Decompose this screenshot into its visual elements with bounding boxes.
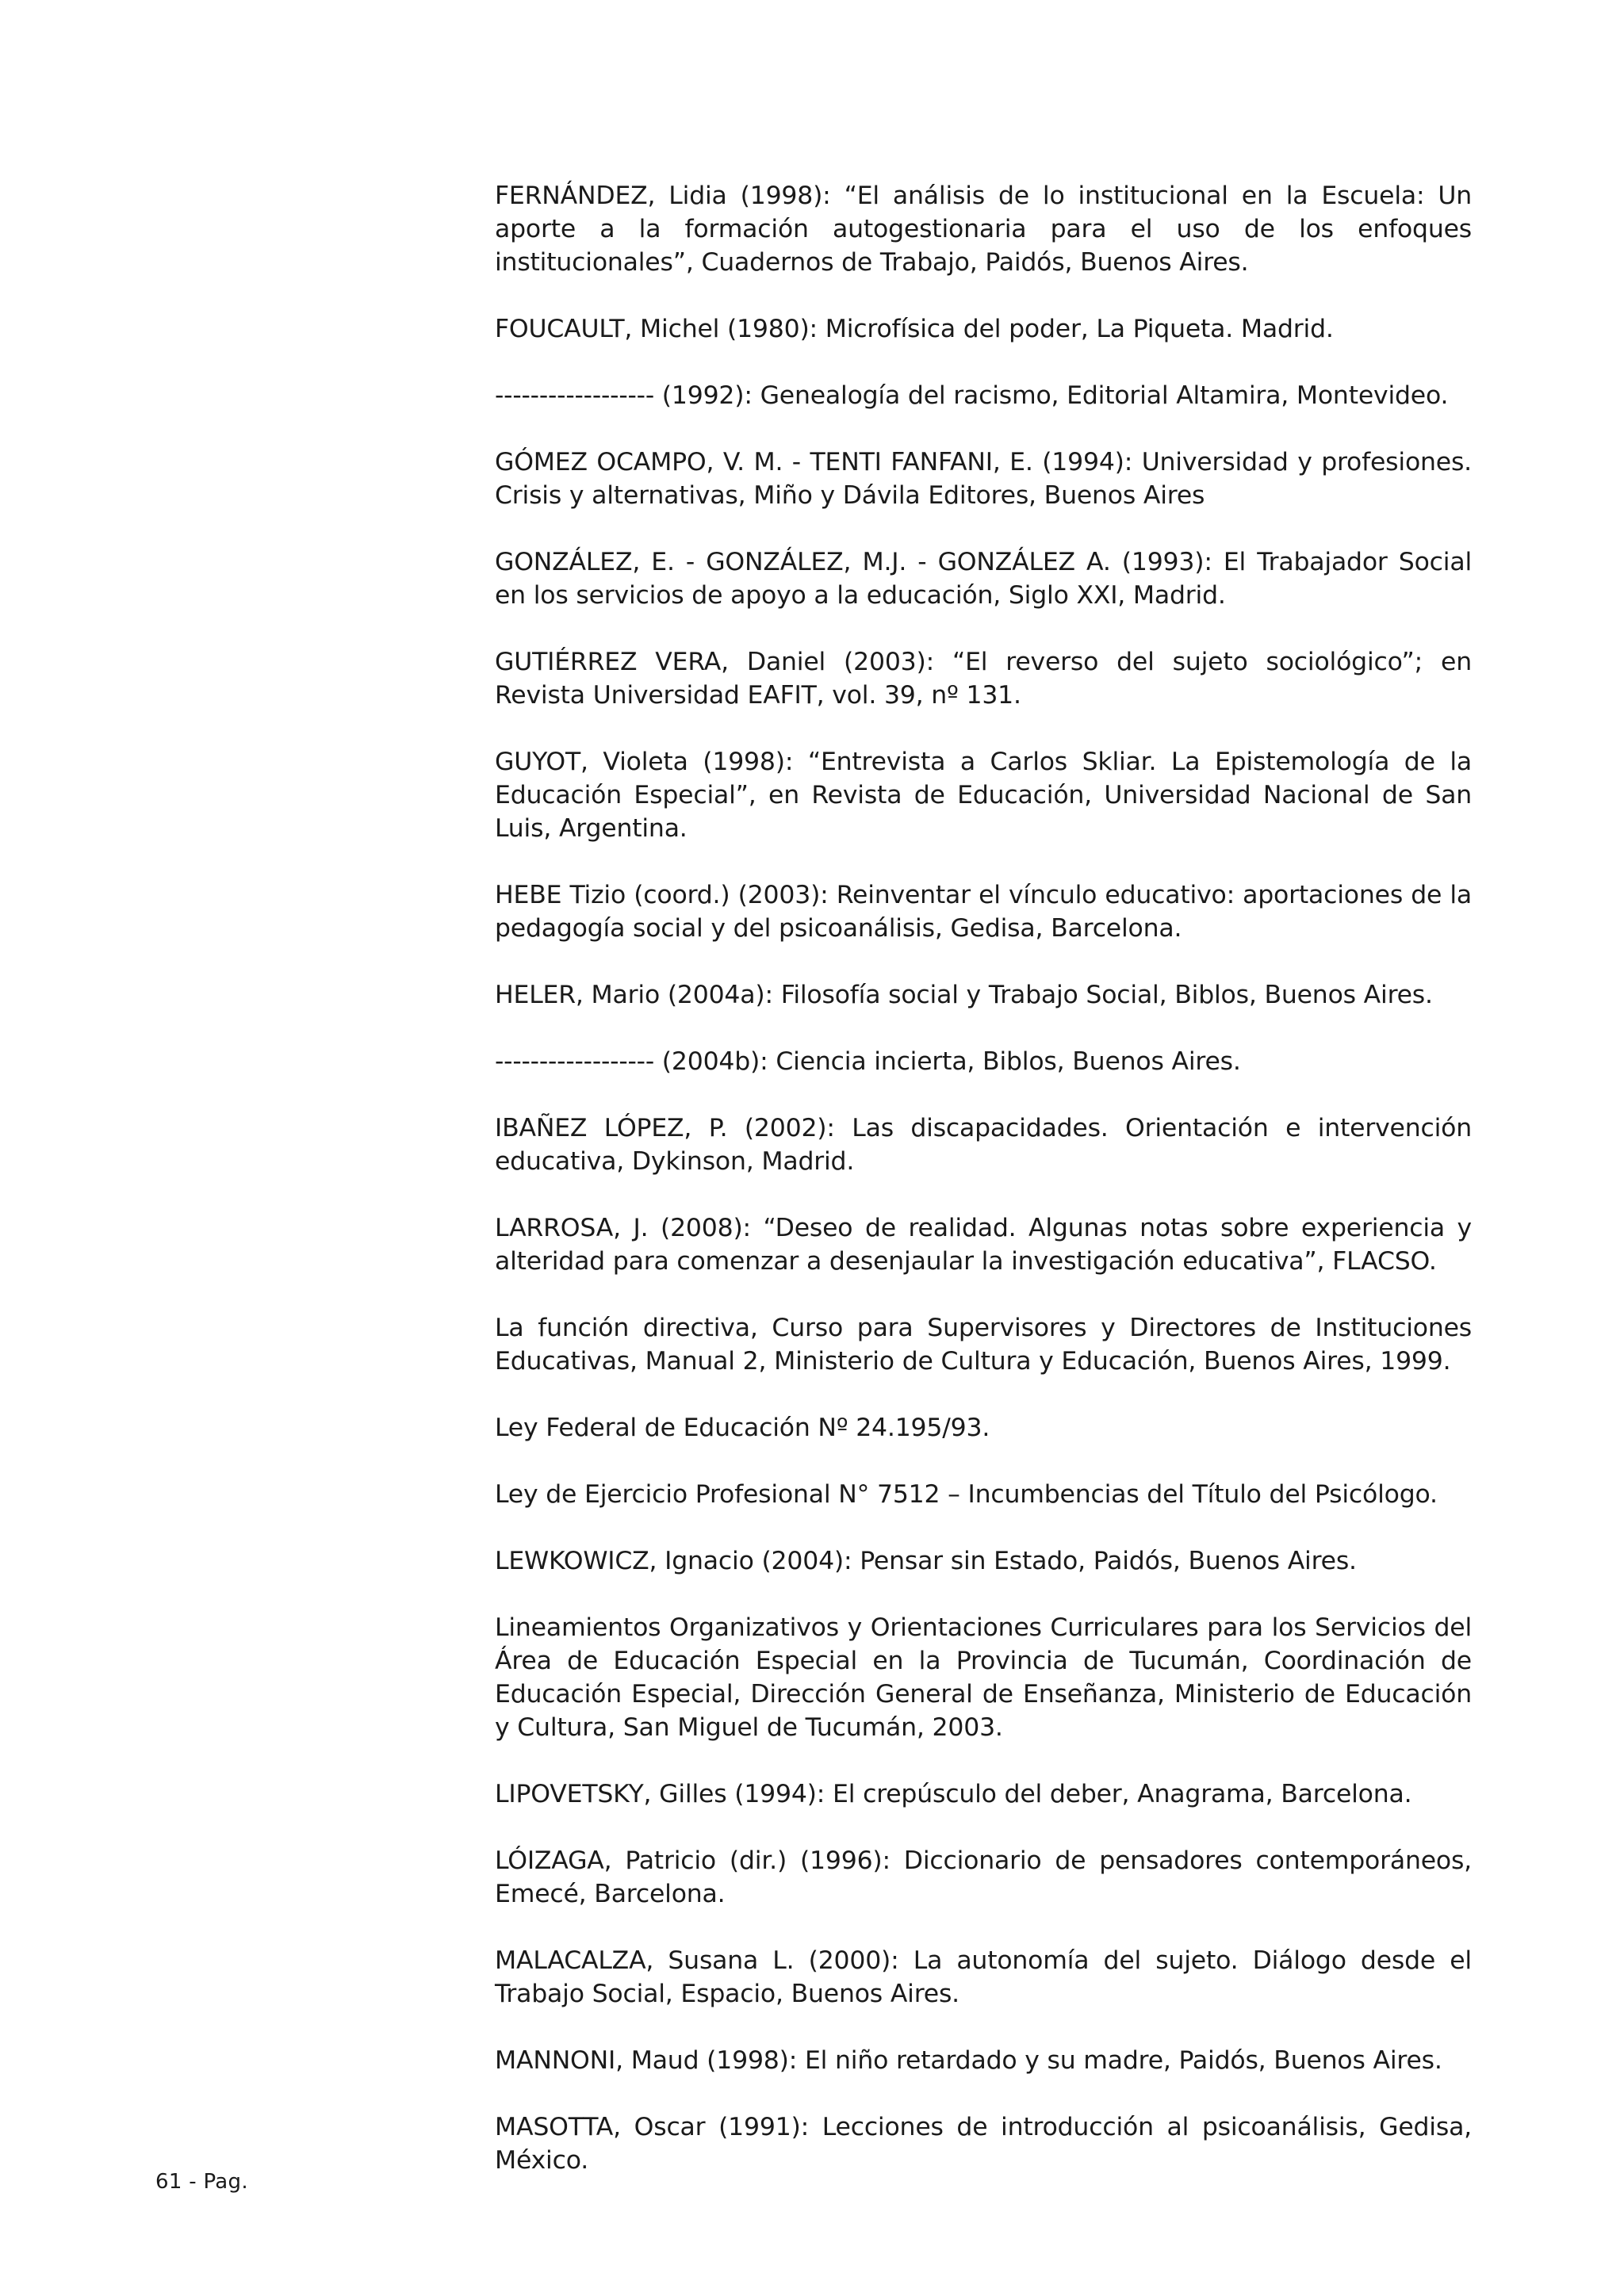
bibliography-entry: Ley Federal de Educación Nº 24.195/93.: [495, 1414, 990, 1442]
bibliography-entry: ------------------ (1992): Genealogía del racismo, Editorial Altamira, Montevideo.: [495, 381, 1449, 410]
bibliography-entry: IBAÑEZ LÓPEZ, P. (2002): Las discapacidades. Orientación e intervención educativa, Dykinson, Madrid.: [495, 1114, 1472, 1176]
bibliography-entry: GÓMEZ OCAMPO, V. M. - TENTI FANFANI, E. (1994): Universidad y profesiones. Crisis y alternativas, Miño y Dávila Editores, Buenos Aires: [495, 448, 1472, 510]
bibliography-entry: Lineamientos Organizativos y Orientaciones Curriculares para los Servicios del Área de Educación Especial en la Provincia de Tucumán, Coordinación de Educación Especial, Dirección General de Enseñanza, Ministerio de Educación y Cultura, San Miguel de Tucumán, 2003.: [495, 1613, 1472, 1742]
bibliography-entry: LARROSA, J. (2008): “Deseo de realidad. Algunas notas sobre experiencia y alteridad para comenzar a desenjaular la investigación educativa”, FLACSO.: [495, 1214, 1472, 1276]
bibliography-entry: GUTIÉRREZ VERA, Daniel (2003): “El reverso del sujeto sociológico”; en Revista Universidad EAFIT, vol. 39, nº 131.: [495, 648, 1472, 710]
bibliography-entry: LÓIZAGA, Patricio (dir.) (1996): Diccionario de pensadores contemporáneos, Emecé, Barcelona.: [495, 1846, 1472, 1908]
bibliography-entry: FERNÁNDEZ, Lidia (1998): “El análisis de lo institucional en la Escuela: Un aporte a la formación autogestionaria para el uso de los enfoques institucionales”, Cuadernos de Trabajo, Paidós, Buenos Aires.: [495, 182, 1472, 277]
bibliography-entry: Ley de Ejercicio Profesional N° 7512 – Incumbencias del Título del Psicólogo.: [495, 1480, 1438, 1509]
page-number: 61 - Pag.: [155, 2170, 248, 2194]
bibliography-entry: FOUCAULT, Michel (1980): Microfísica del poder, La Piqueta. Madrid.: [495, 315, 1334, 343]
bibliography-entry: ------------------ (2004b): Ciencia incierta, Biblos, Buenos Aires.: [495, 1047, 1241, 1076]
bibliography-entry: HEBE Tizio (coord.) (2003): Reinventar el vínculo educativo: aportaciones de la pedagogía social y del psicoanálisis, Gedisa, Barcelona.: [495, 881, 1472, 943]
bibliography-entry: La función directiva, Curso para Supervisores y Directores de Instituciones Educativas, Manual 2, Ministerio de Cultura y Educación, Buenos Aires, 1999.: [495, 1314, 1472, 1376]
bibliography-entry: GONZÁLEZ, E. - GONZÁLEZ, M.J. - GONZÁLEZ A. (1993): El Trabajador Social en los servicios de apoyo a la educación, Siglo XXI, Madrid.: [495, 548, 1472, 610]
bibliography-list: [495, 179, 1472, 2177]
bibliography-entry: GUYOT, Violeta (1998): “Entrevista a Carlos Skliar. La Epistemología de la Educación Especial”, en Revista de Educación, Universidad Nacional de San Luis, Argentina.: [495, 748, 1472, 843]
bibliography-entry: LIPOVETSKY, Gilles (1994): El crepúsculo del deber, Anagrama, Barcelona.: [495, 1780, 1412, 1808]
bibliography-entry: LEWKOWICZ, Ignacio (2004): Pensar sin Estado, Paidós, Buenos Aires.: [495, 1547, 1357, 1575]
bibliography-entry: MANNONI, Maud (1998): El niño retardado y su madre, Paidós, Buenos Aires.: [495, 2046, 1442, 2075]
bibliography-entry: MALACALZA, Susana L. (2000): La autonomía del sujeto. Diálogo desde el Trabajo Social, Espacio, Buenos Aires.: [495, 1946, 1472, 2008]
bibliography-entry: HELER, Mario (2004a): Filosofía social y Trabajo Social, Biblos, Buenos Aires.: [495, 981, 1433, 1009]
bibliography-entry: MASOTTA, Oscar (1991): Lecciones de introducción al psicoanálisis, Gedisa, México.: [495, 2113, 1472, 2175]
